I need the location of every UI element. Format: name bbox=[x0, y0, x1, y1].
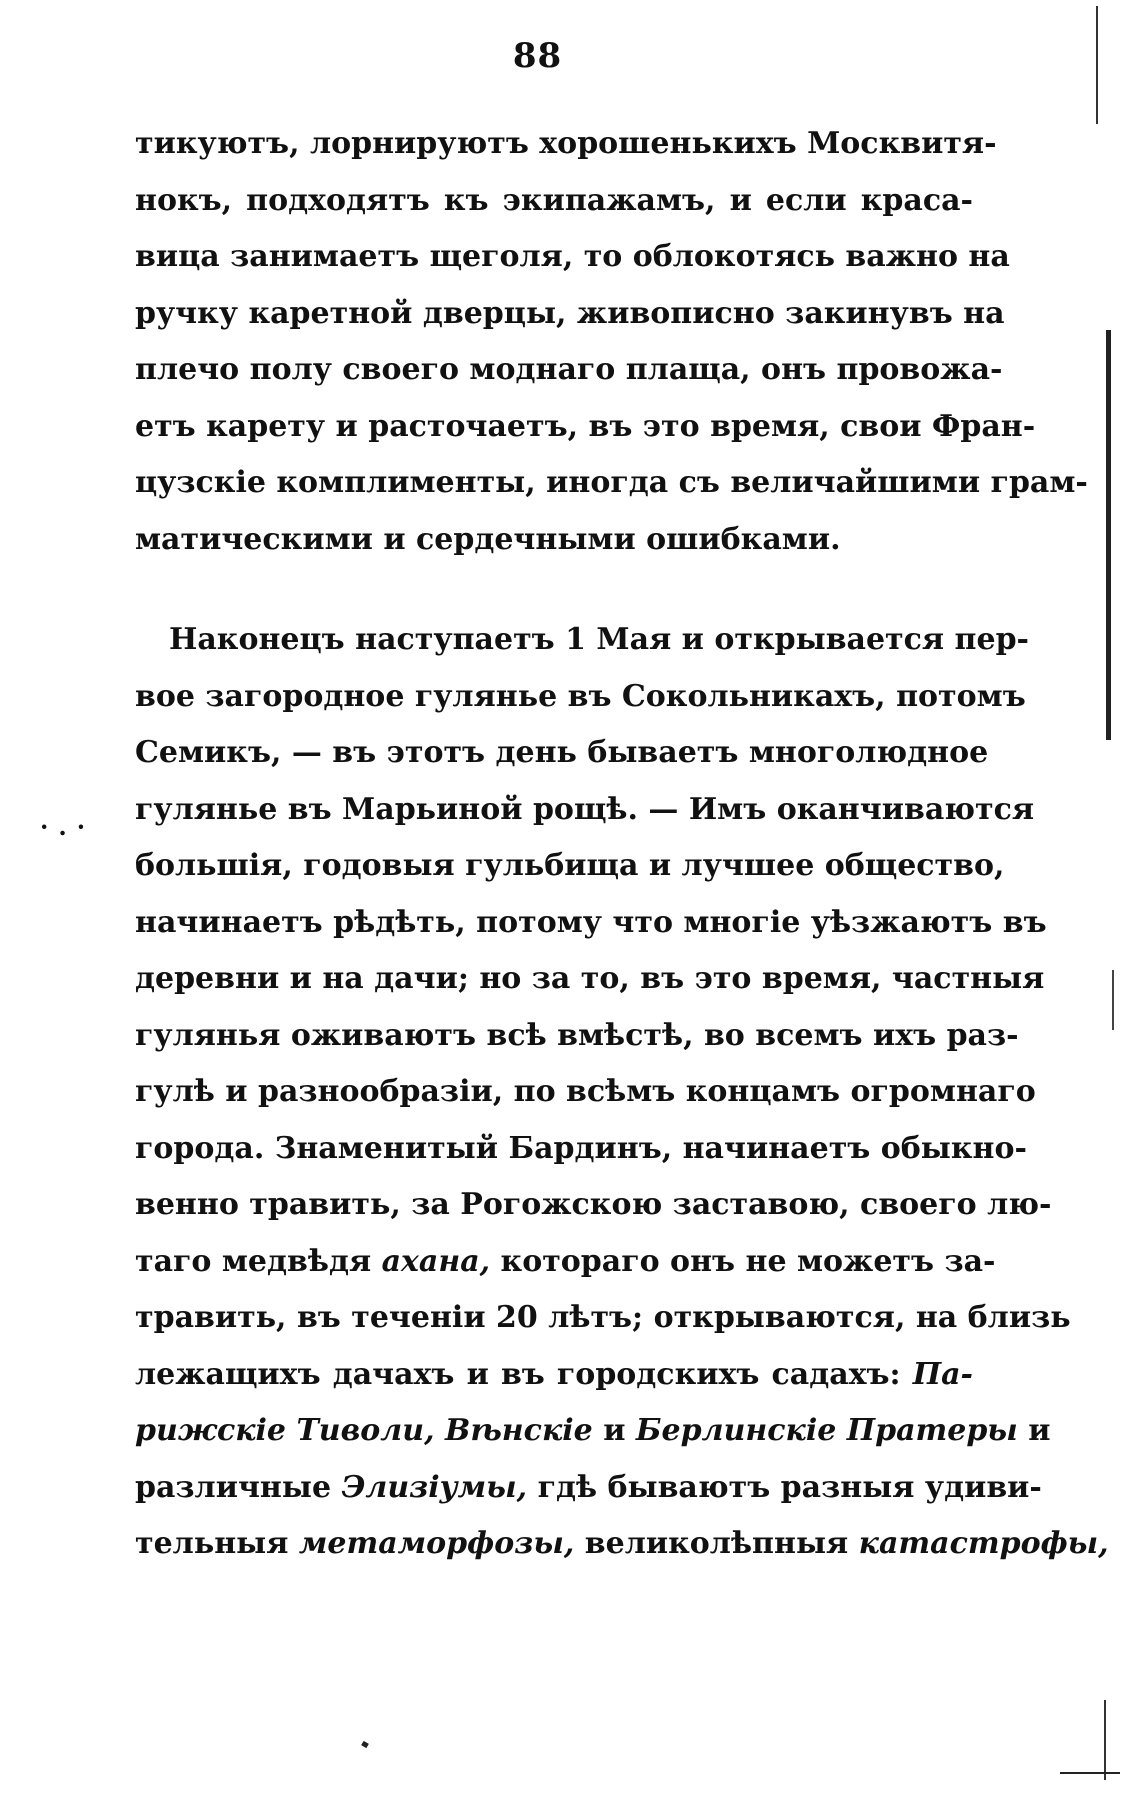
text-line bbox=[135, 1234, 996, 1291]
text-line bbox=[135, 1347, 973, 1404]
text-line: цузскіе комплименты, иногда съ величайшими грам- bbox=[135, 465, 1088, 500]
scan-edge-line bbox=[1096, 6, 1098, 124]
scan-artifact-dots: ·.· bbox=[40, 812, 96, 841]
scan-edge-line bbox=[1112, 970, 1114, 1030]
text-segment: и bbox=[1028, 1413, 1051, 1448]
italic-term: катастрофы, bbox=[858, 1526, 1109, 1561]
text-segment: тельныя bbox=[135, 1526, 289, 1561]
text-line: тикуютъ, лорнируютъ хорошенькихъ Москвитя- bbox=[135, 126, 997, 161]
paragraph-2 bbox=[135, 612, 1109, 1573]
page-number: 88 bbox=[512, 36, 563, 76]
text-line bbox=[135, 1403, 1051, 1460]
text-segment: гдѣ бываютъ разныя удиви- bbox=[537, 1469, 1042, 1505]
italic-term: ахана, bbox=[381, 1243, 491, 1279]
italic-term: Берлинскіе Пратеры bbox=[635, 1413, 1018, 1448]
text-line: етъ карету и расточаетъ, въ это время, свои Фран- bbox=[135, 408, 1036, 444]
italic-term: Па- bbox=[912, 1356, 973, 1392]
scan-edge-line bbox=[1060, 1772, 1120, 1774]
text-line: венно травить, за Рогожскою заставою, своего лю- bbox=[135, 1187, 1052, 1222]
text-segment: лежащихъ дачахъ и въ городскихъ садахъ: bbox=[135, 1356, 901, 1392]
text-segment: котораго онъ не можетъ за- bbox=[500, 1243, 996, 1279]
text-line: гулянья оживаютъ всѣ вмѣстѣ, во всемъ ихъ раз- bbox=[135, 1017, 1019, 1053]
text-line: травить, въ теченіи 20 лѣтъ; открываются, на близь bbox=[135, 1300, 1071, 1335]
scan-edge-line bbox=[1104, 1700, 1106, 1780]
text-segment: различные bbox=[135, 1469, 332, 1505]
scan-artifact-mark bbox=[361, 1741, 369, 1748]
text-line: города. Знаменитый Бардинъ, начинаетъ обыкно- bbox=[135, 1130, 1027, 1166]
text-segment: таго медвѣдя bbox=[135, 1243, 372, 1279]
italic-term: рижскіе Тиволи, Вѣнскіе bbox=[135, 1413, 593, 1448]
text-line: Наконецъ наступаетъ 1 Мая и открывается пер- bbox=[169, 622, 1029, 657]
text-line: большія, годовыя гульбища и лучшее общество, bbox=[135, 848, 1005, 883]
text-line: матическими и сердечными ошибками. bbox=[135, 521, 841, 557]
text-line: нокъ, подходятъ къ экипажамъ, и если краса- bbox=[135, 182, 973, 218]
text-line: деревни и на дачи; но за то, въ это время, частныя bbox=[135, 961, 1045, 996]
text-line bbox=[135, 1460, 1042, 1517]
text-segment: великолѣпныя bbox=[584, 1526, 849, 1561]
scan-edge-line bbox=[1106, 330, 1111, 740]
text-line: ручку каретной дверцы, живописно закинувъ на bbox=[135, 295, 1005, 331]
text-line: Семикъ, — въ этотъ день бываетъ многолюдное bbox=[135, 735, 989, 770]
text-line: плечо полу своего моднаго плаща, онъ провожа- bbox=[135, 352, 1003, 387]
text-segment: и bbox=[603, 1413, 626, 1448]
text-line: вица занимаетъ щеголя, то облокотясь важно на bbox=[135, 239, 1010, 274]
italic-term: Элизіумы, bbox=[341, 1469, 528, 1505]
italic-term: метаморфозы, bbox=[298, 1526, 575, 1561]
paragraph-1 bbox=[135, 116, 1088, 568]
text-line: гулѣ и разнообразіи, по всѣмъ концамъ огромнаго bbox=[135, 1074, 1036, 1109]
text-line: начинаетъ рѣдѣть, потому что многіе уѣзжаютъ въ bbox=[135, 904, 1047, 940]
text-line: вое загородное гулянье въ Сокольникахъ, потомъ bbox=[135, 678, 1026, 714]
text-line bbox=[135, 1516, 1109, 1573]
text-line: гулянье въ Марьиной рощѣ. — Имъ оканчиваются bbox=[135, 791, 1035, 827]
